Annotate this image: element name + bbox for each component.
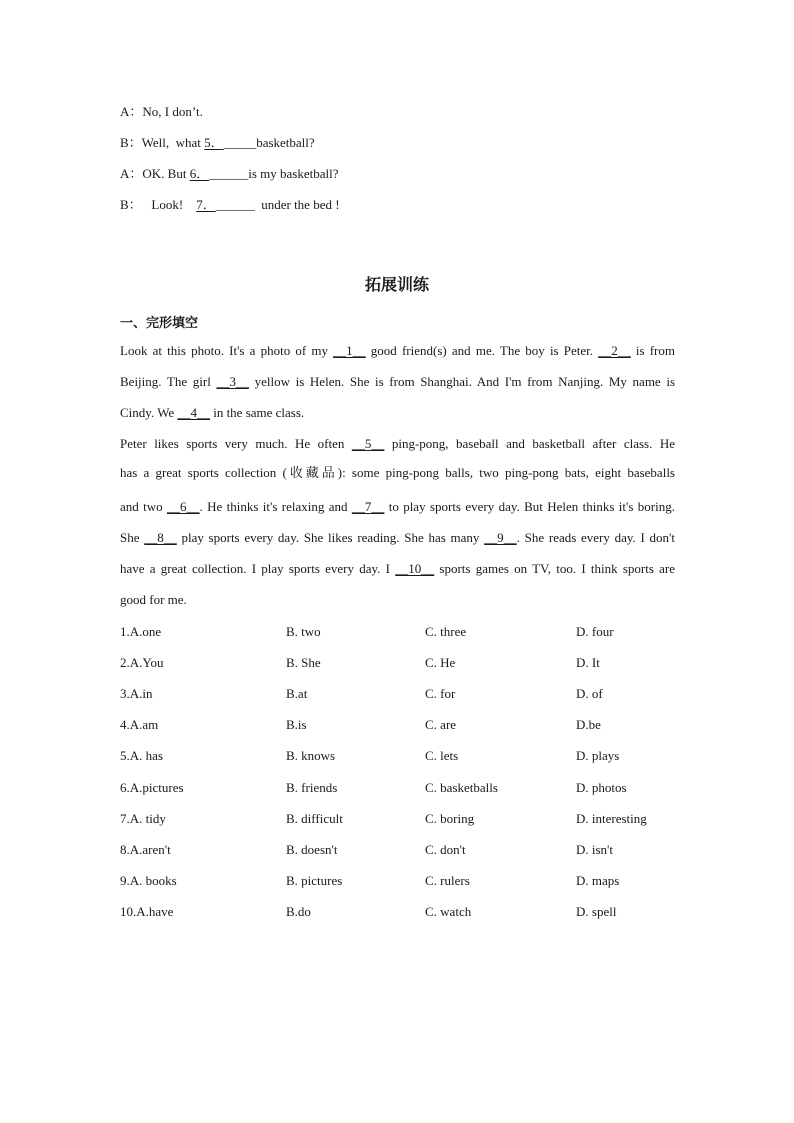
option-b: B. friends bbox=[286, 780, 338, 795]
option-b: B. two bbox=[286, 624, 321, 639]
dialogue-text: under the bed ! bbox=[254, 197, 340, 212]
passage-text: good for me. bbox=[120, 592, 187, 607]
dialogue-text: basketball? bbox=[256, 135, 315, 150]
passage-line bbox=[120, 592, 675, 608]
dialogue-line bbox=[120, 197, 340, 213]
option-d: D.be bbox=[576, 717, 601, 732]
option-b: B. She bbox=[286, 655, 321, 670]
option-b: B. difficult bbox=[286, 811, 343, 826]
blank-number: 7． bbox=[196, 197, 216, 212]
blank: __9__ bbox=[484, 530, 517, 545]
option-b: B.do bbox=[286, 904, 311, 919]
passage-line bbox=[120, 405, 675, 421]
option-b: B.is bbox=[286, 717, 307, 732]
option-a: 8.A.aren't bbox=[120, 842, 171, 857]
option-c: C. three bbox=[425, 624, 467, 639]
passage-text: ping-pong, baseball and basketball after class. He bbox=[384, 436, 675, 451]
passage-line bbox=[120, 499, 675, 515]
passage-line bbox=[120, 530, 675, 546]
option-d: D. photos bbox=[576, 780, 627, 795]
passage-text: sports games on TV, too. I think sports are bbox=[434, 561, 675, 576]
passage-text: yellow is Helen. She is from Shanghai. And I'm from Nanjing. My name is bbox=[248, 374, 676, 389]
section-title: 一、完形填空 bbox=[120, 316, 199, 331]
option-d: D. maps bbox=[576, 873, 620, 888]
passage-text: and two bbox=[120, 499, 167, 514]
option-a: 7.A. tidy bbox=[120, 811, 166, 826]
option-a: 10.A.have bbox=[120, 904, 174, 919]
dialogue-text: OK. But bbox=[142, 166, 190, 181]
passage-text: Look at this photo. It's a photo of my bbox=[120, 343, 334, 358]
passage-line bbox=[120, 436, 675, 452]
option-b: B. knows bbox=[286, 748, 336, 763]
passage-text: . He thinks it's relaxing and bbox=[199, 499, 352, 514]
option-c: C. basketballs bbox=[425, 780, 498, 795]
passage-text: . She reads every day. I don't bbox=[516, 530, 676, 545]
option-d: D. four bbox=[576, 624, 614, 639]
passage-text: Peter likes sports very much. He often bbox=[120, 436, 352, 451]
option-a: 3.A.in bbox=[120, 686, 153, 701]
passage-text: is from bbox=[630, 343, 675, 358]
option-c: C. boring bbox=[425, 811, 475, 826]
dialogue-text: No, I don’t. bbox=[142, 104, 203, 119]
option-d: D. plays bbox=[576, 748, 620, 763]
dialogue-line bbox=[120, 135, 315, 151]
passage-line bbox=[120, 561, 675, 577]
blank: __6__ bbox=[167, 499, 200, 514]
option-c: C. lets bbox=[425, 748, 459, 763]
option-d: D. spell bbox=[576, 904, 617, 919]
option-c: C. are bbox=[425, 717, 457, 732]
passage-line bbox=[120, 374, 675, 390]
option-c: C. for bbox=[425, 686, 456, 701]
passage-line bbox=[120, 465, 675, 481]
passage-text: play sports every day. She likes reading. She has many bbox=[176, 530, 485, 545]
option-a: 9.A. books bbox=[120, 873, 177, 888]
option-a: 5.A. has bbox=[120, 748, 163, 763]
option-d: D. It bbox=[576, 655, 600, 670]
option-a: 2.A.You bbox=[120, 655, 164, 670]
passage-text: good friend(s) and me. The boy is Peter. bbox=[365, 343, 599, 358]
blank: __3__ bbox=[216, 374, 249, 389]
speaker: A： bbox=[120, 104, 143, 119]
blank: __8__ bbox=[144, 530, 177, 545]
passage-text: Cindy. We bbox=[120, 405, 178, 420]
option-d: D. interesting bbox=[576, 811, 647, 826]
option-b: B. pictures bbox=[286, 873, 343, 888]
option-a: 6.A.pictures bbox=[120, 780, 184, 795]
blank: __2__ bbox=[598, 343, 631, 358]
option-c: C. rulers bbox=[425, 873, 470, 888]
option-d: D. of bbox=[576, 686, 603, 701]
option-b: B.at bbox=[286, 686, 308, 701]
passage-text: Beijing. The girl bbox=[120, 374, 217, 389]
option-c: C. He bbox=[425, 655, 456, 670]
dialogue-text: Look! bbox=[141, 197, 197, 212]
blank: _____ bbox=[223, 135, 257, 150]
option-a: 4.A.am bbox=[120, 717, 159, 732]
option-c: C. don't bbox=[425, 842, 466, 857]
blank: __7__ bbox=[351, 499, 385, 514]
blank: __4__ bbox=[177, 405, 210, 420]
speaker: A： bbox=[120, 166, 143, 181]
option-b: B. doesn't bbox=[286, 842, 338, 857]
option-a: 1.A.one bbox=[120, 624, 162, 639]
passage-text: to play sports every day. But Helen thinks it's boring. bbox=[384, 499, 675, 514]
passage-text: have a great collection. I play sports every day. I bbox=[120, 561, 396, 576]
blank: __5__ bbox=[351, 436, 385, 451]
option-c: C. watch bbox=[425, 904, 472, 919]
passage-text: in the same class. bbox=[209, 405, 305, 420]
blank: ______ bbox=[215, 197, 255, 212]
blank-number: 6． bbox=[189, 166, 210, 181]
blank: __1__ bbox=[333, 343, 366, 358]
speaker: B： bbox=[120, 135, 142, 150]
speaker: B： bbox=[120, 197, 142, 212]
dialogue-text: is my basketball? bbox=[248, 166, 339, 181]
dialogue-text: Well, what bbox=[141, 135, 205, 150]
blank: ______ bbox=[209, 166, 249, 181]
passage-text: has a great sports collection (收藏品): some ping-pong balls, two ping-pong bats, eight baseballs bbox=[120, 465, 675, 480]
blank: __10__ bbox=[395, 561, 435, 576]
dialogue-line bbox=[120, 104, 203, 120]
page-heading: 拓展训练 bbox=[364, 275, 429, 294]
passage-text: She bbox=[120, 530, 145, 545]
dialogue-line bbox=[120, 166, 338, 182]
passage-line bbox=[120, 343, 675, 359]
blank-number: 5． bbox=[204, 135, 224, 150]
option-d: D. isn't bbox=[576, 842, 614, 857]
